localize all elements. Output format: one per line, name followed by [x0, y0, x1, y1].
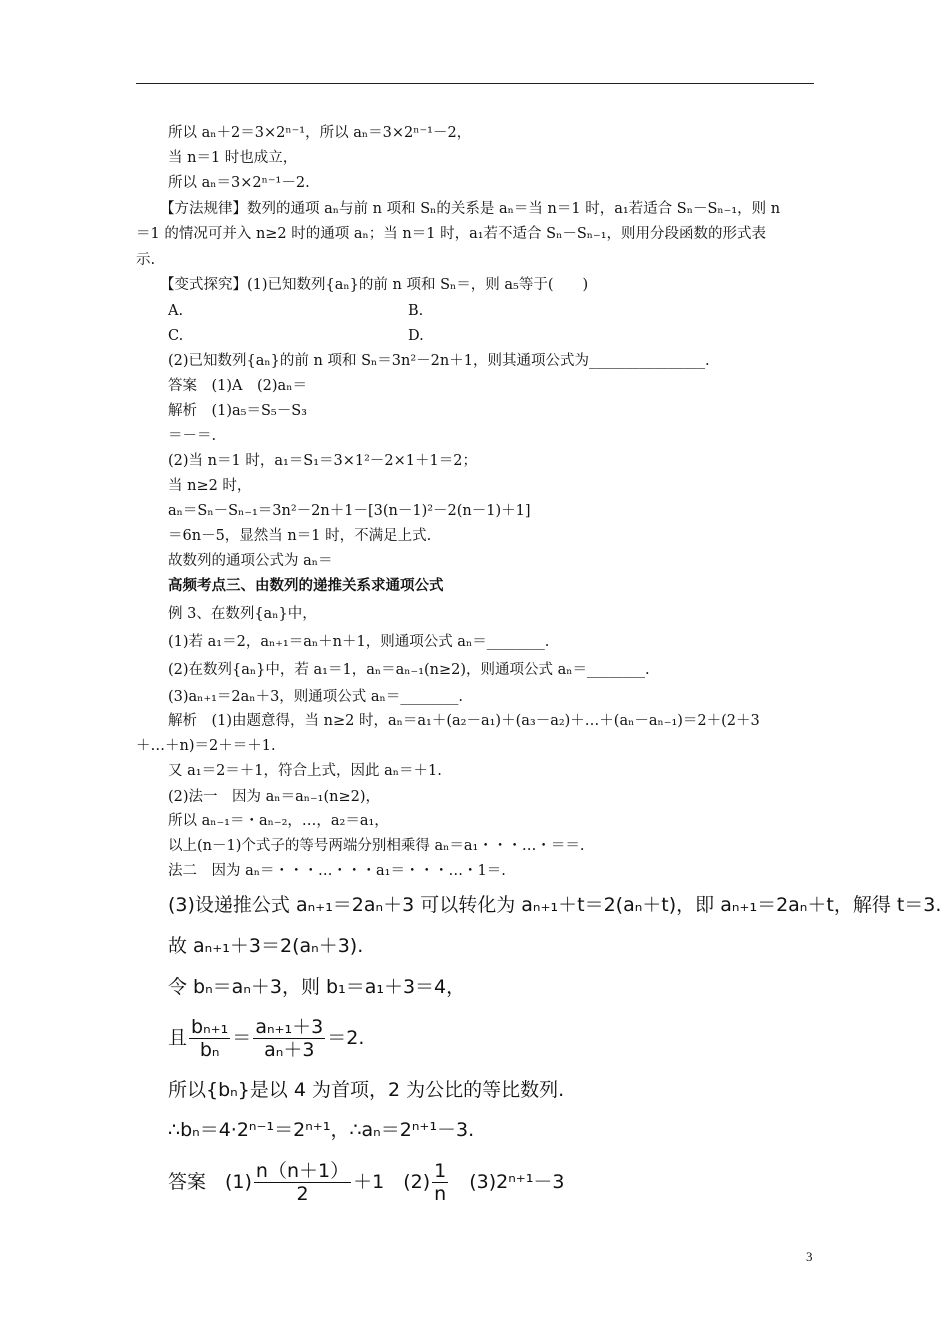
text-line: (3)aₙ₊₁＝2aₙ＋3，则通项公式 aₙ＝________. — [168, 689, 463, 705]
text-line: 当 n＝1 时也成立， — [168, 150, 298, 166]
image-text-line: 令 bₙ＝aₙ＋3，则 b₁＝a₁＋3＝4， — [168, 976, 466, 998]
fraction — [253, 1016, 325, 1061]
fraction-numerator: aₙ₊₁＋3 — [255, 1016, 324, 1038]
fraction-denominator: bₙ — [199, 1039, 220, 1061]
fraction — [432, 1160, 448, 1205]
ratio-equation — [168, 1016, 364, 1061]
ratio-prefix: 且 — [168, 1027, 188, 1049]
text-line: 法二 因为 aₙ＝・・・…・・・a₁＝・・・…・1＝. — [168, 863, 506, 879]
text-line: (2)在数列{aₙ}中，若 a₁＝1，aₙ＝aₙ₋₁(n≥2)，则通项公式 aₙ＝________. — [168, 662, 650, 678]
fraction-numerator: n（n＋1） — [255, 1160, 350, 1182]
text-line: (2)当 n＝1 时，a₁＝S₁＝3×1²－2×1＋1＝2； — [168, 453, 477, 469]
equals-sign: ＝ — [232, 1027, 252, 1049]
text-line: ＝6n－5，显然当 n＝1 时，不满足上式. — [168, 528, 432, 544]
header-rule — [136, 83, 814, 84]
image-text-line: ∴bₙ＝4·2ⁿ⁻¹＝2ⁿ⁺¹，∴aₙ＝2ⁿ⁺¹－3. — [168, 1119, 475, 1141]
answer-label: 答案 (1) — [168, 1171, 252, 1193]
text-line: 故数列的通项公式为 aₙ＝ — [168, 553, 333, 569]
fraction-denominator: aₙ＋3 — [264, 1039, 315, 1061]
fraction-numerator: bₙ₊₁ — [191, 1016, 229, 1038]
text-line: (2)法一 因为 aₙ＝aₙ₋₁(n≥2)， — [168, 789, 380, 805]
image-text-line: (3)设递推公式 aₙ₊₁＝2aₙ＋3 可以转化为 aₙ₊₁＋t＝2(aₙ＋t)，即 aₙ₊₁＝2aₙ＋t，解得 t＝3. — [168, 894, 942, 916]
page-number: 3 — [806, 1249, 813, 1264]
text-line: aₙ＝Sₙ－Sₙ₋₁＝3n²－2n＋1－[3(n－1)²－2(n－1)＋1] — [168, 503, 531, 519]
text-line: ＋…＋n)＝2＋＝＋1. — [136, 738, 276, 754]
text-line: ＝1 的情况可并入 n≥2 时的通项 aₙ；当 n＝1 时，a₁若不适合 Sₙ－Sₙ₋₁，则用分段函数的形式表 — [136, 226, 767, 242]
text-line: 【变式探究】(1)已知数列{aₙ}的前 n 项和 Sₙ＝，则 a₅等于( ) — [160, 277, 589, 293]
text-line: (1)若 a₁＝2，aₙ₊₁＝aₙ＋n＋1，则通项公式 aₙ＝________. — [168, 634, 550, 650]
image-text-line: 所以{bₙ}是以 4 为首项，2 为公比的等比数列. — [168, 1079, 565, 1101]
text-line: (2)已知数列{aₙ}的前 n 项和 Sₙ＝3n²－2n＋1，则其通项公式为________________. — [168, 353, 710, 369]
section-heading: 高频考点三、由数列的递推关系求通项公式 — [168, 577, 444, 594]
ratio-result: ＝2. — [327, 1027, 365, 1049]
fraction — [189, 1016, 230, 1061]
text-line: 答案 (1)A (2)aₙ＝ — [168, 378, 307, 394]
text-line: 所以 aₙ＝3×2ⁿ⁻¹－2. — [168, 175, 310, 191]
fraction — [254, 1160, 351, 1205]
answer-end: (3)2ⁿ⁺¹－3 — [450, 1171, 565, 1193]
fraction-numerator: 1 — [434, 1160, 447, 1182]
fraction-denominator: 2 — [296, 1183, 309, 1205]
image-text-line: 故 aₙ₊₁＋3＝2(aₙ＋3). — [168, 935, 364, 957]
option-d: D. — [408, 328, 424, 344]
text-line: ＝－＝. — [168, 428, 217, 444]
text-line: 例 3、在数列{aₙ}中， — [168, 606, 317, 622]
option-c: C. — [168, 328, 184, 344]
text-line: 解析 (1)由题意得，当 n≥2 时，aₙ＝a₁＋(a₂－a₁)＋(a₃－a₂)＋…＋(aₙ－aₙ₋₁)＝2＋(2＋3 — [168, 713, 760, 729]
text-line: 所以 aₙ₋₁＝・aₙ₋₂，…，a₂＝a₁， — [168, 813, 389, 829]
fraction-denominator: n — [434, 1183, 447, 1205]
text-line: 当 n≥2 时， — [168, 478, 252, 494]
option-a: A. — [168, 303, 184, 319]
option-b: B. — [408, 303, 424, 319]
text-line: 解析 (1)a₅＝S₅－S₃ — [168, 403, 307, 419]
text-line: 【方法规律】数列的通项 aₙ与前 n 项和 Sₙ的关系是 aₙ＝当 n＝1 时，a₁若适合 Sₙ－Sₙ₋₁，则 n — [160, 201, 781, 217]
answer-middle: ＋1 (2) — [353, 1171, 431, 1193]
text-line: 又 a₁＝2＝＋1，符合上式，因此 aₙ＝＋1. — [168, 763, 442, 779]
answer-line — [168, 1160, 565, 1205]
text-line: 以上(n－1)个式子的等号两端分别相乘得 aₙ＝a₁・・・…・＝＝. — [168, 838, 585, 854]
text-line: 示. — [136, 252, 156, 268]
text-line: 所以 aₙ＋2＝3×2ⁿ⁻¹，所以 aₙ＝3×2ⁿ⁻¹－2， — [168, 125, 472, 141]
